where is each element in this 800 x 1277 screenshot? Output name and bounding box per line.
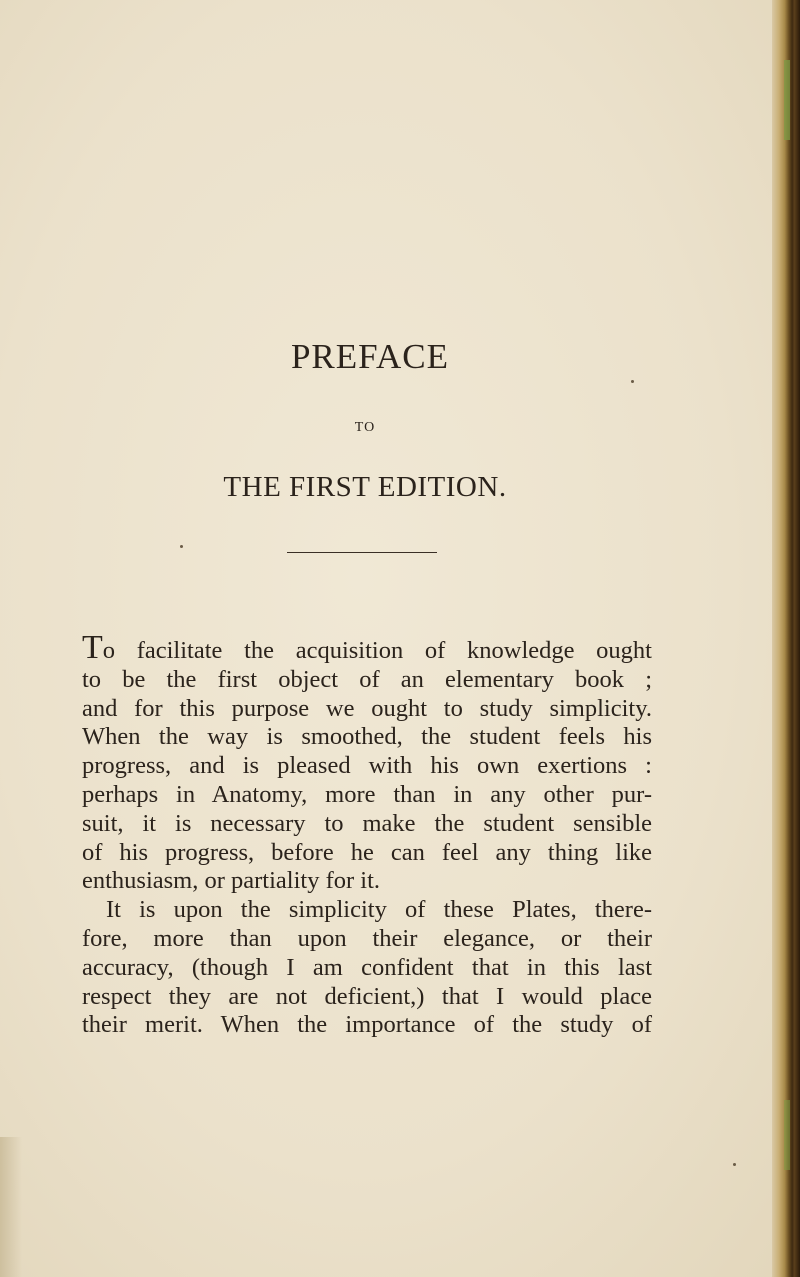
divider-rule <box>287 552 437 553</box>
preface-body <box>82 629 652 1040</box>
text-line: It is upon the simplicity of these Plates, there- <box>106 896 652 924</box>
text-line: suit, it is necessary to make the student sensible <box>82 809 652 837</box>
paper-speck <box>180 545 183 548</box>
page-shadow <box>0 1137 22 1277</box>
paper-speck <box>733 1163 736 1166</box>
text-line: enthusiasm, or partiality for it. <box>82 867 381 895</box>
drop-cap: T <box>82 629 103 666</box>
binding-stain <box>784 60 790 140</box>
text-line-rest: o facilitate the acquisition of knowledge ought <box>102 637 652 664</box>
text-line: and for this purpose we ought to study simplicity. <box>82 694 652 722</box>
text-line: their merit. When the importance of the study of <box>82 1011 652 1039</box>
paper-speck <box>631 380 634 383</box>
text-line: progress, and is pleased with his own exertions : <box>82 752 652 780</box>
text-line: fore, more than upon their elegance, or their <box>82 924 652 952</box>
paragraph-1 <box>82 629 652 896</box>
paragraph-2 <box>82 896 652 1040</box>
text-line: to be the first object of an elementary book ; <box>82 665 652 693</box>
text-line: of his progress, before he can feel any thing like <box>82 838 652 866</box>
text-line: accuracy, (though I am confident that in this last <box>82 953 652 981</box>
binding-edge <box>772 0 800 1277</box>
text-line: perhaps in Anatomy, more than in any other pur- <box>82 780 652 808</box>
binding-stain <box>784 1100 790 1170</box>
preface-heading: PREFACE <box>290 337 450 376</box>
text-line <box>82 629 652 666</box>
edition-heading: THE FIRST EDITION. <box>223 471 507 503</box>
text-line: respect they are not deficient,) that I would place <box>82 982 652 1010</box>
heading-connector: TO <box>354 420 376 435</box>
text-line: When the way is smoothed, the student feels his <box>82 723 652 751</box>
